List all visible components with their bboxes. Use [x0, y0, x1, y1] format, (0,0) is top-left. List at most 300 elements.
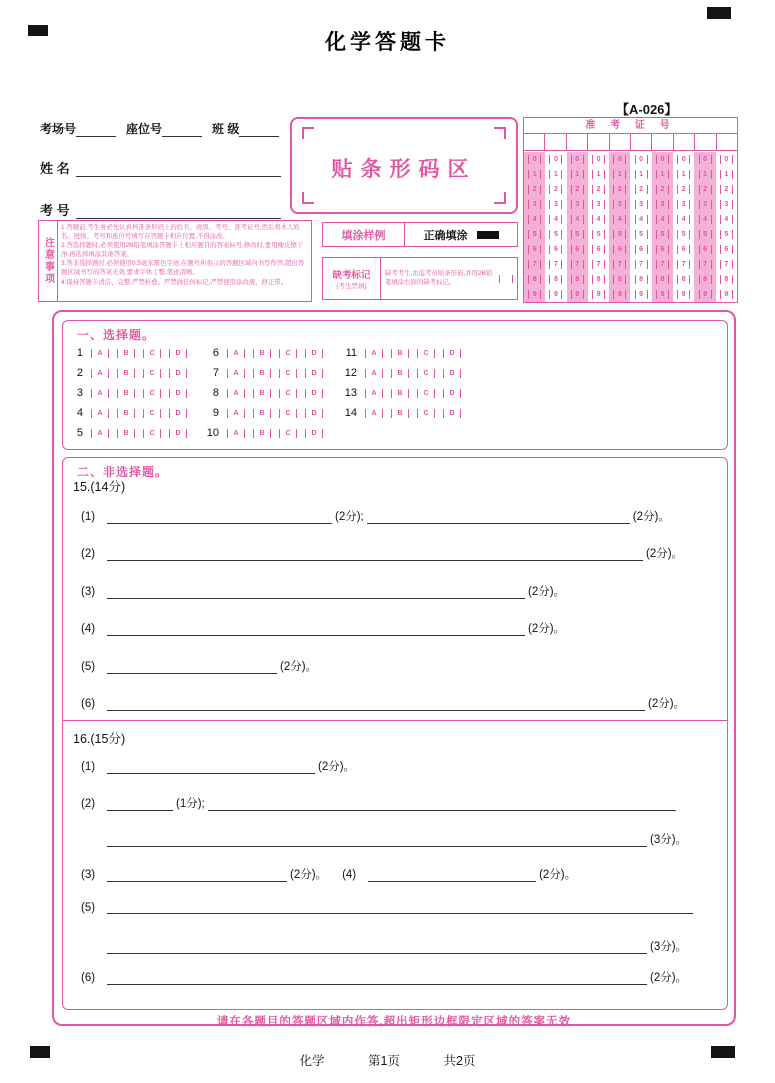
answer-bubble-a[interactable]: A: [227, 429, 245, 438]
admission-bubble-1[interactable]: 1: [592, 170, 605, 179]
admission-bubble-8[interactable]: 8: [720, 275, 733, 284]
answer-blank[interactable]: [107, 834, 647, 847]
admission-bubble-3[interactable]: 3: [571, 200, 584, 209]
admission-grid-cell: [694, 242, 715, 257]
admission-bubble-8[interactable]: 8: [656, 275, 669, 284]
admission-bubble-7[interactable]: 7: [592, 260, 605, 269]
admission-grid-cell: [716, 197, 737, 212]
answer-bubble-d[interactable]: D: [305, 389, 323, 398]
admission-bubble-1[interactable]: 1: [613, 170, 626, 179]
answer-bubble-a[interactable]: A: [365, 409, 383, 418]
admission-digit-box[interactable]: [651, 134, 672, 150]
admission-grid-cell: [567, 272, 588, 287]
admission-bubble-7[interactable]: 7: [528, 260, 541, 269]
absent-mark-box: [322, 257, 518, 300]
barcode-corner-bracket: [494, 127, 506, 139]
answer-bubble-c[interactable]: C: [279, 429, 297, 438]
admission-grid-cell: [545, 287, 566, 302]
admission-grid-cell: [567, 167, 588, 182]
admission-grid-cell: [609, 167, 630, 182]
admission-grid-cell: [588, 287, 609, 302]
answer-bubble-a[interactable]: A: [91, 409, 109, 418]
admission-bubble-2[interactable]: 2: [699, 185, 712, 194]
answer-bubble-a[interactable]: A: [91, 349, 109, 358]
registration-mark-top-right: [707, 7, 731, 19]
answer-blank[interactable]: [107, 869, 287, 882]
admission-bubble-3[interactable]: 3: [528, 200, 541, 209]
admission-grid-cell: [609, 182, 630, 197]
admission-bubble-2[interactable]: 2: [592, 185, 605, 194]
admission-bubble-0[interactable]: 0: [571, 155, 584, 164]
admission-bubble-5[interactable]: 5: [699, 230, 712, 239]
question-number: 13: [344, 387, 357, 399]
admission-bubble-6[interactable]: 6: [613, 245, 626, 254]
answer-line: [81, 969, 688, 985]
choice-section: [62, 320, 728, 450]
answer-bubble-b[interactable]: B: [253, 409, 271, 418]
answer-bubble-a[interactable]: A: [227, 389, 245, 398]
answer-bubble-d[interactable]: D: [169, 409, 187, 418]
admission-bubble-1[interactable]: 1: [656, 170, 669, 179]
question-number: 11: [345, 347, 357, 359]
admission-bubble-3[interactable]: 3: [592, 200, 605, 209]
admission-grid-cell: [545, 197, 566, 212]
admission-bubble-3[interactable]: 3: [549, 200, 562, 209]
admission-grid-cell: [652, 182, 673, 197]
answer-bubble-b[interactable]: B: [117, 349, 135, 358]
answer-bubble-d[interactable]: D: [305, 429, 323, 438]
answer-bubble-d[interactable]: D: [169, 369, 187, 378]
footer-warning: 请在各题目的答题区域内作答,超出矩形边框限定区域的答案无效: [216, 1016, 572, 1028]
subjective-section-title: 二、非选择题。: [77, 465, 169, 479]
admission-bubble-6[interactable]: 6: [549, 245, 562, 254]
admission-bubble-4[interactable]: 4: [549, 215, 562, 224]
admission-grid-cell: [694, 272, 715, 287]
admission-grid-cell: [609, 287, 630, 302]
admission-bubble-1[interactable]: 1: [677, 170, 690, 179]
admission-bubble-9[interactable]: 9: [592, 290, 605, 299]
admission-bubble-0[interactable]: 0: [549, 155, 562, 164]
answer-bubble-b[interactable]: B: [117, 389, 135, 398]
admission-grid-cell: [545, 242, 566, 257]
admission-grid-cell: [524, 242, 545, 257]
answer-blank[interactable]: [208, 798, 676, 811]
admission-digit-row: [524, 242, 737, 257]
answer-bubble-b[interactable]: B: [253, 369, 271, 378]
admission-grid-cell: [545, 227, 566, 242]
admission-bubble-6[interactable]: 6: [635, 245, 648, 254]
admission-bubble-5[interactable]: 5: [635, 230, 648, 239]
question-number: 7: [212, 367, 219, 379]
answer-line: [81, 866, 577, 882]
admission-bubble-2[interactable]: 2: [613, 185, 626, 194]
admission-grid-cell: [545, 152, 566, 167]
admission-bubble-0[interactable]: 0: [613, 155, 626, 164]
fill-sample-box: [322, 222, 518, 247]
admission-bubble-2[interactable]: 2: [656, 185, 669, 194]
score-label: (2分)。: [290, 869, 328, 881]
admission-bubble-6[interactable]: 6: [699, 245, 712, 254]
answer-bubble-b[interactable]: B: [391, 349, 409, 358]
answer-line: [81, 938, 688, 954]
admission-bubble-9[interactable]: 9: [613, 290, 626, 299]
page-title: 化学答题卡: [325, 31, 450, 54]
admission-bubble-4[interactable]: 4: [699, 215, 712, 224]
admission-grid-cell: [588, 152, 609, 167]
admission-bubble-4[interactable]: 4: [635, 215, 648, 224]
admission-bubble-6[interactable]: 6: [571, 245, 584, 254]
notice-items: [58, 221, 311, 301]
exam-number-input[interactable]: [76, 207, 281, 219]
admission-bubble-4[interactable]: 4: [656, 215, 669, 224]
admission-grid-cell: [694, 167, 715, 182]
admission-bubble-8[interactable]: 8: [677, 275, 690, 284]
exam-number-row: [40, 200, 281, 219]
admission-bubble-6[interactable]: 6: [592, 245, 605, 254]
answer-blank[interactable]: [368, 869, 536, 882]
admission-bubble-9[interactable]: 9: [656, 290, 669, 299]
admission-bubble-9[interactable]: 9: [635, 290, 648, 299]
admission-bubble-4[interactable]: 4: [613, 215, 626, 224]
admission-grid-cell: [588, 167, 609, 182]
admission-bubble-2[interactable]: 2: [528, 185, 541, 194]
admission-bubble-0[interactable]: 0: [635, 155, 648, 164]
answer-bubble-d[interactable]: D: [443, 409, 461, 418]
admission-bubble-3[interactable]: 3: [635, 200, 648, 209]
admission-bubble-2[interactable]: 2: [549, 185, 562, 194]
admission-bubble-0[interactable]: 0: [656, 155, 669, 164]
score-label: (1分);: [176, 798, 205, 810]
barcode-corner-bracket: [302, 192, 314, 204]
admission-bubble-7[interactable]: 7: [720, 260, 733, 269]
admission-digit-box[interactable]: [566, 134, 587, 150]
answer-bubble-c[interactable]: C: [143, 389, 161, 398]
admission-bubble-2[interactable]: 2: [635, 185, 648, 194]
admission-grid-cell: [609, 197, 630, 212]
score-label: (2分)。: [528, 586, 566, 598]
admission-bubble-9[interactable]: 9: [549, 290, 562, 299]
admission-digit-box[interactable]: [716, 134, 737, 150]
question-number: 1: [76, 347, 83, 359]
admission-grid-cell: [524, 272, 545, 287]
admission-grid-cell: [652, 287, 673, 302]
admission-bubble-7[interactable]: 7: [677, 260, 690, 269]
answer-bubble-d[interactable]: D: [443, 369, 461, 378]
name-row: [40, 158, 281, 177]
answer-bubble-b[interactable]: B: [391, 409, 409, 418]
admission-bubble-4[interactable]: 4: [592, 215, 605, 224]
question-number: 12: [344, 367, 357, 379]
choice-question-row: [67, 383, 195, 403]
answer-bubble-c[interactable]: C: [279, 389, 297, 398]
form-code-label: 【A-026】: [616, 102, 678, 117]
admission-bubble-9[interactable]: 9: [699, 290, 712, 299]
admission-grid-cell: [673, 182, 694, 197]
absent-mark-subtitle: (考生禁填): [336, 283, 367, 290]
choice-question-row: [67, 423, 195, 443]
admission-number-panel: [523, 117, 738, 303]
admission-bubble-1[interactable]: 1: [699, 170, 712, 179]
admission-bubble-2[interactable]: 2: [571, 185, 584, 194]
barcode-corner-bracket: [302, 127, 314, 139]
admission-digit-box[interactable]: [544, 134, 565, 150]
admission-bubble-5[interactable]: 5: [677, 230, 690, 239]
answer-blank[interactable]: [107, 941, 647, 954]
answer-bubble-b[interactable]: B: [117, 369, 135, 378]
answer-bubble-a[interactable]: A: [365, 389, 383, 398]
admission-bubble-6[interactable]: 6: [528, 245, 541, 254]
answer-bubble-d[interactable]: D: [305, 409, 323, 418]
sub-question-label: (1): [81, 511, 96, 523]
admission-grid-cell: [652, 242, 673, 257]
admission-bubble-9[interactable]: 9: [571, 290, 584, 299]
admission-grid-cell: [694, 212, 715, 227]
choice-question-row: [203, 343, 331, 363]
answer-bubble-d[interactable]: D: [169, 349, 187, 358]
admission-bubble-5[interactable]: 5: [613, 230, 626, 239]
admission-bubble-8[interactable]: 8: [571, 275, 584, 284]
name-input[interactable]: [76, 165, 281, 177]
choice-question-row: [67, 343, 195, 363]
admission-digit-box[interactable]: [587, 134, 608, 150]
admission-bubble-8[interactable]: 8: [613, 275, 626, 284]
admission-grid-cell: [588, 257, 609, 272]
score-label: (3分)。: [650, 834, 688, 846]
answer-bubble-b[interactable]: B: [117, 429, 135, 438]
admission-bubble-4[interactable]: 4: [677, 215, 690, 224]
admission-grid-cell: [630, 227, 651, 242]
admission-digit-row: [524, 212, 737, 227]
admission-bubble-7[interactable]: 7: [635, 260, 648, 269]
admission-grid-cell: [716, 212, 737, 227]
answer-bubble-b[interactable]: B: [391, 369, 409, 378]
admission-bubble-1[interactable]: 1: [571, 170, 584, 179]
admission-grid-cell: [524, 212, 545, 227]
admission-bubble-8[interactable]: 8: [592, 275, 605, 284]
score-label: (2分)。: [632, 511, 670, 523]
answer-bubble-d[interactable]: D: [305, 349, 323, 358]
admission-digit-box[interactable]: [673, 134, 694, 150]
admission-grid-cell: [652, 227, 673, 242]
admission-bubble-1[interactable]: 1: [635, 170, 648, 179]
admission-grid-cell: [673, 197, 694, 212]
admission-grid-cell: [630, 242, 651, 257]
notice-item: 2.答选择题时,必须使用2B铅笔填涂答题卡上相应题目的答案标号,修改时,要用橡皮擦干净,再选择填涂其他答案。: [61, 242, 304, 259]
page-footer: [0, 1051, 775, 1069]
question-number: 10: [206, 427, 219, 439]
admission-grid-cell: [716, 167, 737, 182]
answer-bubble-c[interactable]: C: [143, 409, 161, 418]
admission-grid-cell: [567, 227, 588, 242]
question-number: 14: [344, 407, 357, 419]
exam-info-row: [40, 120, 279, 137]
choice-question-row: [203, 423, 331, 443]
answer-bubble-d[interactable]: D: [443, 389, 461, 398]
answer-bubble-a[interactable]: A: [365, 349, 383, 358]
admission-bubble-4[interactable]: 4: [571, 215, 584, 224]
admission-bubble-9[interactable]: 9: [720, 290, 733, 299]
admission-bubble-0[interactable]: 0: [720, 155, 733, 164]
admission-grid-cell: [694, 197, 715, 212]
admission-bubble-6[interactable]: 6: [720, 245, 733, 254]
answer-bubble-c[interactable]: C: [279, 369, 297, 378]
sub-question-label: (6): [81, 972, 96, 984]
admission-grid-cell: [673, 212, 694, 227]
admission-bubble-8[interactable]: 8: [528, 275, 541, 284]
admission-bubble-8[interactable]: 8: [635, 275, 648, 284]
sub-question-label: (6): [81, 698, 96, 710]
admission-bubble-0[interactable]: 0: [699, 155, 712, 164]
absent-mark-body: [381, 258, 517, 299]
admission-bubble-3[interactable]: 3: [613, 200, 626, 209]
answer-line: [81, 831, 688, 847]
admission-grid-cell: [694, 182, 715, 197]
admission-digit-row: [524, 197, 737, 212]
answer-bubble-c[interactable]: C: [143, 429, 161, 438]
choice-question-row: [203, 363, 331, 383]
admission-grid-cell: [545, 182, 566, 197]
answer-bubble-c[interactable]: C: [143, 349, 161, 358]
admission-digit-box[interactable]: [630, 134, 651, 150]
admission-bubble-3[interactable]: 3: [699, 200, 712, 209]
admission-bubble-1[interactable]: 1: [720, 170, 733, 179]
answer-bubble-a[interactable]: A: [227, 409, 245, 418]
admission-grid-cell: [652, 152, 673, 167]
answer-bubble-d[interactable]: D: [169, 429, 187, 438]
admission-digit-row: [524, 227, 737, 242]
answer-bubble-b[interactable]: B: [117, 409, 135, 418]
admission-bubble-0[interactable]: 0: [677, 155, 690, 164]
admission-bubble-7[interactable]: 7: [613, 260, 626, 269]
admission-grid-cell: [630, 287, 651, 302]
choice-question-row: [341, 383, 469, 403]
name-label: 姓 名: [40, 161, 70, 176]
answer-bubble-a[interactable]: A: [91, 369, 109, 378]
admission-bubble-9[interactable]: 9: [528, 290, 541, 299]
choice-question-row: [67, 403, 195, 423]
sub-question-label: (5): [81, 661, 96, 673]
admission-bubble-5[interactable]: 5: [571, 230, 584, 239]
question-number: 6: [212, 347, 219, 359]
answer-bubble-c[interactable]: C: [279, 409, 297, 418]
admission-grid-cell: [652, 197, 673, 212]
admission-grid-cell: [630, 152, 651, 167]
admission-bubble-2[interactable]: 2: [720, 185, 733, 194]
answer-bubble-c[interactable]: C: [417, 389, 435, 398]
admission-bubble-5[interactable]: 5: [549, 230, 562, 239]
admission-grid-cell: [694, 152, 715, 167]
admission-bubble-1[interactable]: 1: [549, 170, 562, 179]
admission-bubble-8[interactable]: 8: [549, 275, 562, 284]
answer-bubble-a[interactable]: A: [91, 389, 109, 398]
answer-bubble-b[interactable]: B: [391, 389, 409, 398]
answer-bubble-c[interactable]: C: [143, 369, 161, 378]
admission-digit-box[interactable]: [609, 134, 630, 150]
answer-bubble-c[interactable]: C: [279, 349, 297, 358]
answer-bubble-b[interactable]: B: [253, 389, 271, 398]
seat-input[interactable]: [162, 125, 202, 137]
score-label: (2分)。: [318, 761, 356, 773]
admission-bubble-4[interactable]: 4: [528, 215, 541, 224]
answer-bubble-d[interactable]: D: [305, 369, 323, 378]
answer-bubble-a[interactable]: A: [91, 429, 109, 438]
sub-question-label: (1): [81, 761, 96, 773]
admission-grid-cell: [567, 257, 588, 272]
absent-mark-bubble[interactable]: [499, 275, 513, 283]
admission-bubble-7[interactable]: 7: [549, 260, 562, 269]
admission-bubble-5[interactable]: 5: [656, 230, 669, 239]
answer-bubble-a[interactable]: A: [227, 369, 245, 378]
admission-bubble-5[interactable]: 5: [528, 230, 541, 239]
admission-bubble-6[interactable]: 6: [677, 245, 690, 254]
admission-grid-cell: [716, 242, 737, 257]
admission-grid-cell: [588, 182, 609, 197]
answer-line: [81, 795, 678, 811]
score-label: (2分)。: [280, 661, 318, 673]
admission-bubble-7[interactable]: 7: [656, 260, 669, 269]
admission-bubble-7[interactable]: 7: [699, 260, 712, 269]
admission-grid-cell: [673, 242, 694, 257]
class-input[interactable]: [239, 125, 279, 137]
admission-digit-box[interactable]: [524, 134, 544, 150]
admission-bubble-2[interactable]: 2: [677, 185, 690, 194]
admission-bubble-3[interactable]: 3: [677, 200, 690, 209]
admission-bubble-5[interactable]: 5: [592, 230, 605, 239]
choice-column: [203, 343, 331, 443]
answer-bubble-a[interactable]: A: [365, 369, 383, 378]
admission-bubble-9[interactable]: 9: [677, 290, 690, 299]
choice-column: [341, 343, 469, 423]
admission-bubble-0[interactable]: 0: [528, 155, 541, 164]
choice-question-row: [203, 383, 331, 403]
admission-bubble-8[interactable]: 8: [699, 275, 712, 284]
answer-bubble-d[interactable]: D: [443, 349, 461, 358]
admission-bubble-0[interactable]: 0: [592, 155, 605, 164]
answer-bubble-b[interactable]: B: [253, 349, 271, 358]
answer-area: [52, 310, 736, 1026]
answer-bubble-a[interactable]: A: [227, 349, 245, 358]
admission-digit-box[interactable]: [694, 134, 715, 150]
answer-bubble-c[interactable]: C: [417, 409, 435, 418]
admission-digit-row: [524, 152, 737, 167]
admission-bubble-6[interactable]: 6: [656, 245, 669, 254]
answer-blank[interactable]: [107, 901, 693, 914]
admission-bubble-4[interactable]: 4: [720, 215, 733, 224]
answer-line: [81, 758, 356, 774]
admission-bubble-3[interactable]: 3: [720, 200, 733, 209]
score-label: (2分)。: [528, 623, 566, 635]
answer-bubble-c[interactable]: C: [417, 369, 435, 378]
admission-bubble-1[interactable]: 1: [528, 170, 541, 179]
answer-blank[interactable]: [107, 972, 647, 985]
answer-bubble-d[interactable]: D: [169, 389, 187, 398]
admission-grid-cell: [694, 227, 715, 242]
answer-blank[interactable]: [107, 761, 315, 774]
answer-bubble-c[interactable]: C: [417, 349, 435, 358]
answer-bubble-b[interactable]: B: [253, 429, 271, 438]
answer-blank[interactable]: [107, 798, 173, 811]
barcode-label: 贴条形码区: [331, 158, 477, 181]
admission-grid-cell: [545, 212, 566, 227]
admission-title: 准 考 证 号: [524, 118, 737, 134]
admission-bubble-5[interactable]: 5: [720, 230, 733, 239]
admission-grid-cell: [524, 182, 545, 197]
admission-grid-cell: [567, 182, 588, 197]
admission-grid-cell: [588, 242, 609, 257]
admission-bubble-3[interactable]: 3: [656, 200, 669, 209]
admission-bubble-7[interactable]: 7: [571, 260, 584, 269]
exam-room-input[interactable]: [76, 125, 116, 137]
